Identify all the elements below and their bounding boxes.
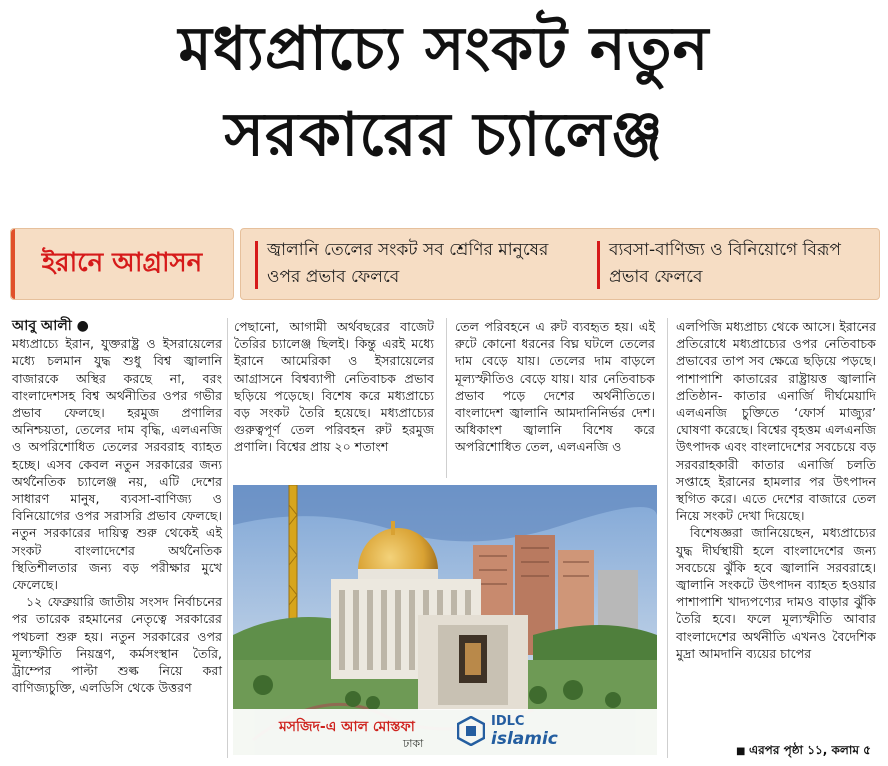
topic-tag — [10, 228, 234, 300]
bullet-2: ব্যবসা-বাণিজ্য ও বিনিয়োগে বিরূপ প্রভাব ফেলবে — [597, 237, 879, 291]
column-divider — [446, 318, 447, 478]
sponsor-name: IDLC — [491, 714, 525, 729]
article-column-2 — [234, 318, 434, 456]
photo-caption-bar — [233, 709, 657, 755]
bullet-1: জ্বালানি তেলের সংকট সব শ্রেণির মানুষের ওপর প্রভাব ফেলবে — [255, 237, 577, 291]
column-1-paragraph-2: ১২ ফেব্রুয়ারি জাতীয় সংসদ নির্বাচনের পর তারেক রহমানের নেতৃত্বে সরকারের পথচলা শুরু হয়। নতুন সরকারের ওপর মূল্যস্ফীতি নিয়ন্ত্রণ, কর্মসংস্থান তৈরি, ট্রাম্পের পাল্টা শুল্ক নিয়ে করা বাণিজ্যচুক্তি, এলডিসি থেকে উত্তরণ — [12, 594, 222, 696]
sponsor-logo — [457, 714, 567, 750]
headline-line-2: সরকারের চ্যালেঞ্জ — [224, 100, 664, 170]
article-column-3 — [455, 318, 655, 456]
column-3-paragraph: তেল পরিবহনে এ রুট ব্যবহৃত হয়। এই রুটে কোনো ধরনের বিঘ্ন ঘটলে তেলের দাম বেড়ে যায়। তেলের দাম বাড়লে মূল্যস্ফীতিও বেড়ে যায়। যার নেতিবাচক প্রভাব পড়ে দেশের অর্থনীতিতে। বাংলাদেশ জ্বালানি আমদানিনির্ভর দেশ। অধিকাংশ জ্বালানি বিশেষ করে অপরিশোধিত তেল, এলএনজি ও — [455, 319, 655, 455]
column-divider — [227, 318, 228, 758]
article-column-1 — [12, 318, 222, 696]
column-4-paragraph-1: এলপিজি মধ্যপ্রাচ্য থেকে আসে। ইরানের প্রতিরোধে মধ্যপ্রাচ্যের ওপর নেতিবাচক প্রভাবের তাপ সব ক্ষেত্রে ছড়িয়ে পড়ছে। পাশাপাশি কাতারের রাষ্ট্রায়ত্ত জ্বালানি প্রতিষ্ঠান- কাতার এনার্জি দীর্ঘমেয়াদি এলএনজি চুক্তিতে ‘ফোর্স মাজ্যুর’ ঘোষণা করেছে। বিশ্বের বৃহত্তম এলএনজি উৎপাদক এবং বাংলাদেশের সবচেয়ে বড় সরবরাহকারী কাতার এনার্জি চলতি সপ্তাহে ইরানের হামলার পর উৎপাদন স্থগিত করে। এতে দেশের বাজারে তেল নিয়ে সংকট দেখা দিয়েছে। — [676, 319, 876, 524]
continued-note: ■ এরপর পৃষ্ঠা ১১, কলাম ৫ — [736, 742, 871, 762]
topic-tag-label: ইরানে আগ্রাসন — [41, 248, 203, 278]
column-2-paragraph: পেছানো, আগামী অর্থবছরের বাজেট তৈরির চ্যালেঞ্জ ছিলই। কিন্তু এরই মধ্যে ইরানে আমেরিকা ও ইসরায়েলের আগ্রাসনে বিশ্বব্যাপী নেতিবাচক প্রভাব ছড়িয়ে পড়েছে। বিশেষ করে মধ্যপ্রাচ্যে বড় সংকট তৈরি হয়েছে। মধ্যপ্রাচ্যের গুরুত্বপূর্ণ তেল পরিবহন রুট হরমুজ প্রণালি। বিশ্বের প্রায় ২০ শতাংশ — [234, 319, 434, 455]
byline: আবু আলী ● — [12, 318, 89, 334]
highlight-bullets — [240, 228, 880, 300]
column-1-paragraph-1: মধ্যপ্রাচ্যে ইরান, যুক্তরাষ্ট্র ও ইসরায়েলের মধ্যে চলমান যুদ্ধ শুধু বিশ্ব জ্বালানি বাজারকে অস্থির করছে না, বরং বাংলাদেশসহ বিশ্ব অর্থনীতির ওপর গভীর প্রভাব ফেলছে। হরমুজ প্রণালির অনিশ্চয়তা, তেলের দাম বৃদ্ধি, এলএনজি ও অপরিশোধিত তেলের সরবরাহ ব্যাহত হচ্ছে। এসব কেবল নতুন সরকারের জন্য অর্থনৈতিক চ্যালেঞ্জ নয়, এটি দেশের সাধারণ মানুষ, ব্যবসা-বাণিজ্য ও বিনিয়োগের ওপর সরাসরি প্রভাব ফেলছে। নতুন সরকারের দায়িত্ব শুরু থেকেই এই সংকট বাংলাদেশের অর্থনৈতিক স্থিতিশীলতার জন্য বড় পরীক্ষার মুখে ফেলেছে। — [12, 336, 222, 593]
headline — [0, 6, 888, 178]
photo-caption-place: ঢাকা — [403, 737, 424, 750]
mosque-photo — [233, 485, 657, 755]
sponsor-mark-icon — [457, 716, 485, 746]
article-column-4 — [676, 318, 876, 662]
column-4-paragraph-2: বিশেষজ্ঞরা জানিয়েছেন, মধ্যপ্রাচ্যের যুদ্ধ দীর্ঘস্থায়ী হলে বাংলাদেশের জন্য সবচেয়ে ঝুঁকি হবে জ্বালানি সরবরাহে। জ্বালানি সংকটে উৎপাদন ব্যাহত হওয়ার পাশাপাশি খাদ্যপণ্যের দামও বাড়ার ঝুঁকি তৈরি হবে। ফলে মূল্যস্ফীতি আবার বাংলাদেশের অর্থনীতি এখনও বৈদেশিক মুদ্রা আমদানি ব্যয়ের চাপের — [676, 525, 876, 661]
headline-line-1: মধ্যপ্রাচ্যে সংকট নতুন — [178, 14, 710, 84]
photo-caption-title: মসজিদ-এ আল মোস্তফা — [279, 719, 415, 735]
column-divider — [667, 318, 668, 758]
sponsor-tagline: islamic — [491, 729, 558, 749]
